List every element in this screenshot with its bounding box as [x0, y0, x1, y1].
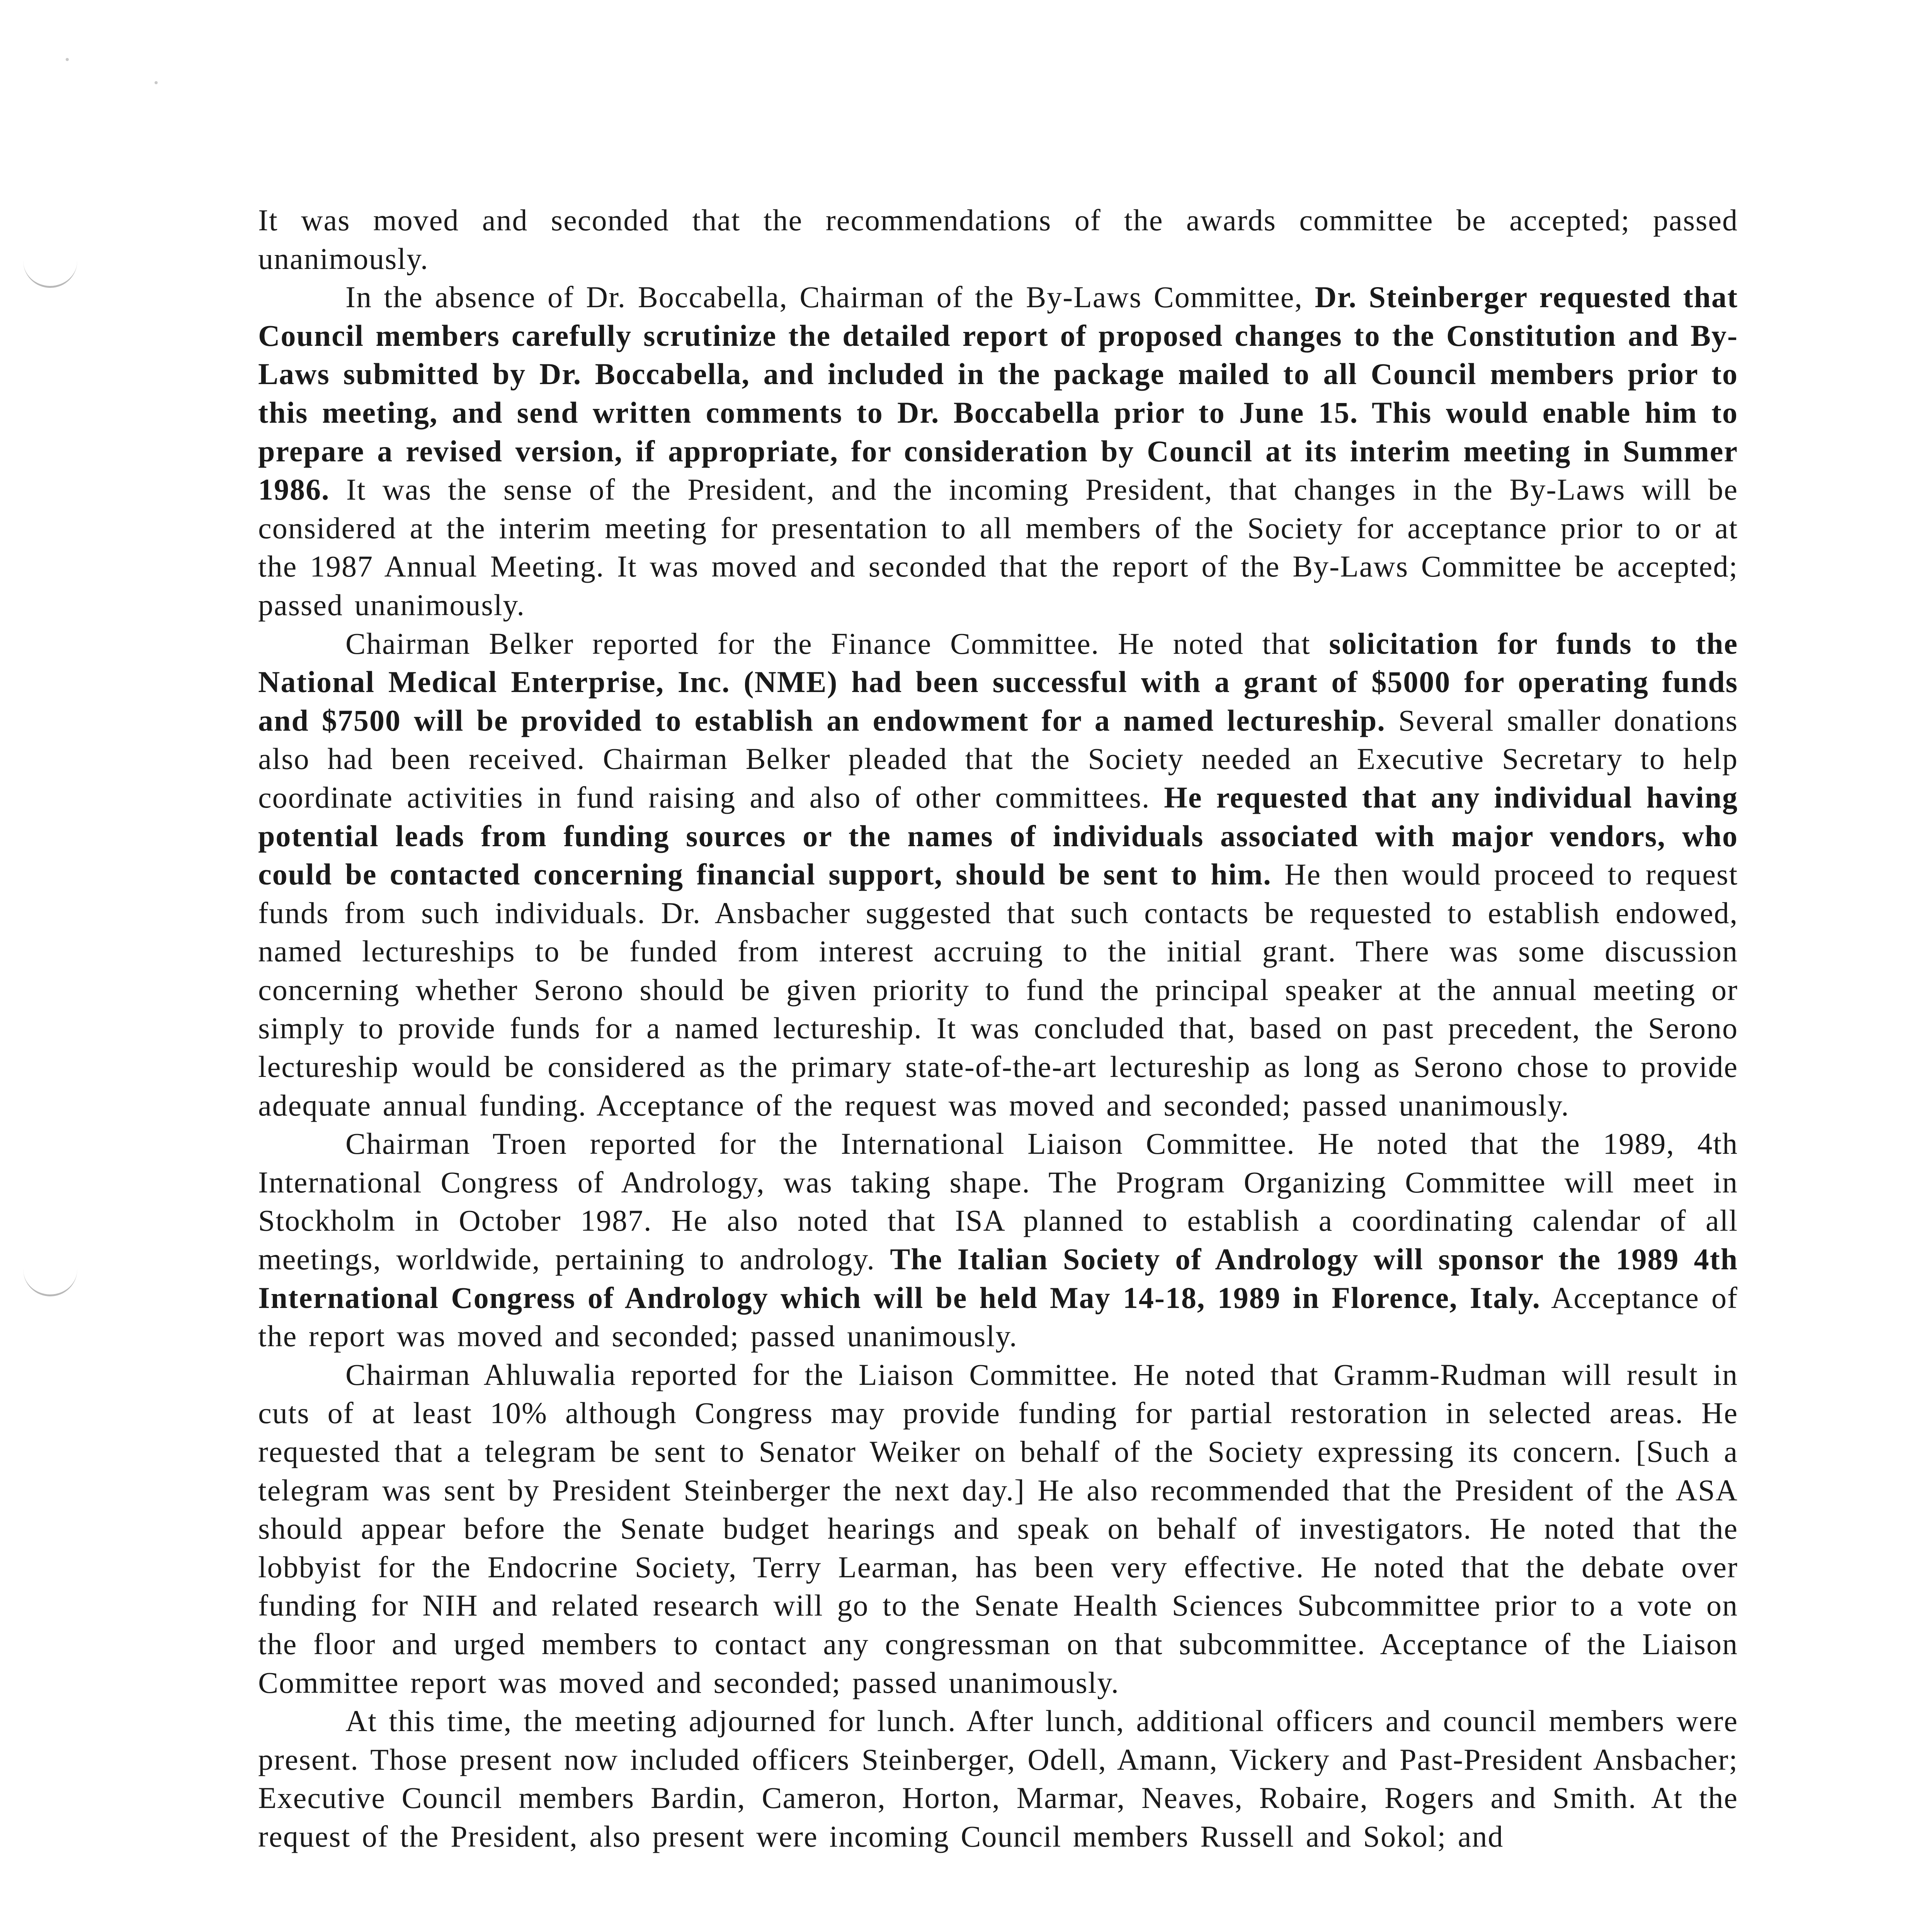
text-segment: In the absence of Dr. Boccabella, Chairman of the By-Laws Committee,	[345, 280, 1315, 314]
bold-text-segment: solicitation for funds to the National Medical Enterprise, Inc. (NME) had been successful with a grant of $5000 for operating funds and $7500 will be provided to establish an endowment for a named lectureship.	[258, 626, 1738, 737]
paragraph	[258, 278, 1738, 624]
text-segment: It was moved and seconded that the recommendations of the awards committee be accepted; passed unanimously.	[258, 203, 1738, 276]
bold-text-segment: He requested that any individual having potential leads from funding sources or the names of individuals associated with major vendors, who could be contacted concerning financial support, should be sent to him.	[258, 780, 1738, 891]
scan-speck	[66, 58, 69, 61]
text-segment: Chairman Ahluwalia reported for the Liaison Committee. He noted that Gramm-Rudman will result in cuts of at least 10% although Congress may provide funding for partial restoration in selected areas. He requested that a telegram be sent to Senator Weiker on behalf of the Society expressing its concern. [Such a telegram was sent by President Steinberger the next day.] He also recommended that the President of the ASA should appear before the Senate budget hearings and speak on behalf of investigators. He noted that the lobbyist for the Endocrine Society, Terry Learman, has been very effective. He noted that the debate over funding for NIH and related research will go to the Senate Health Sciences Subcommittee prior to a vote on the floor and urged members to contact any congressman on that subcommittee. Acceptance of the Liaison Committee report was moved and seconded; passed unanimously.	[258, 1357, 1738, 1699]
paragraph	[258, 1702, 1738, 1855]
paragraph	[258, 201, 1738, 278]
scan-speck	[155, 81, 158, 84]
paragraph	[258, 624, 1738, 1125]
text-segment: Acceptance of the report was moved and seconded; passed unanimously.	[258, 1281, 1738, 1353]
text-segment: He then would proceed to request funds from such individuals. Dr. Ansbacher suggested that such contacts be requested to establish endowed, named lectureships to be funded from interest accruing to the initial grant. There was some discussion concerning whether Serono should be given priority to fund the principal speaker at the annual meeting or simply to provide funds for a named lectureship. It was concluded that, based on past precedent, the Serono lectureship would be considered as the primary state-of-the-art lectureship as long as Serono chose to provide adequate annual funding. Acceptance of the request was moved and seconded; passed unanimously.	[258, 857, 1738, 1122]
bold-text-segment: Dr. Steinberger requested that Council members carefully scrutinize the detailed report of proposed changes to the Constitution and By-Laws submitted by Dr. Boccabella, and included in the package mailed to all Council members prior to this meeting, and send written comments to Dr. Boccabella prior to June 15. This would enable him to prepare a revised version, if appropriate, for consideration by Council at its interim meeting in Summer 1986.	[258, 280, 1738, 507]
bold-text-segment: The Italian Society of Andrology will sponsor the 1989 4th International Congress of Andrology which will be held May 14-18, 1989 in Florence, Italy.	[258, 1242, 1738, 1315]
text-segment: Chairman Belker reported for the Finance Committee. He noted that	[345, 626, 1329, 660]
text-segment: It was the sense of the President, and the incoming President, that changes in the By-Laws will be considered at the interim meeting for presentation to all members of the Society for acceptance prior to or at the 1987 Annual Meeting. It was moved and seconded that the report of the By-Laws Committee be accepted; passed unanimously.	[258, 473, 1738, 622]
paragraph	[258, 1355, 1738, 1702]
binder-hole-mark-middle	[23, 1260, 77, 1296]
binder-hole-mark-top	[23, 251, 77, 288]
paragraph	[258, 1124, 1738, 1355]
text-segment: Chairman Troen reported for the International Liaison Committee. He noted that the 1989, 4th International Congress of Andrology, was taking shape. The Program Organizing Committee will meet in Stockholm in October 1987. He also noted that ISA planned to establish a coordinating calendar of all meetings, worldwide, pertaining to andrology.	[258, 1127, 1738, 1276]
text-segment: Several smaller donations also had been received. Chairman Belker pleaded that the Society needed an Executive Secretary to help coordinate activities in fund raising and also of other committees.	[258, 703, 1738, 814]
text-segment: At this time, the meeting adjourned for lunch. After lunch, additional officers and council members were present. Those present now included officers Steinberger, Odell, Amann, Vickery and Past-President Ansbacher; Executive Council members Bardin, Cameron, Horton, Marmar, Neaves, Robaire, Rogers and Smith. At the request of the President, also present were incoming Council members Russell and Sokol; and	[258, 1704, 1738, 1853]
document-body	[258, 201, 1738, 1856]
